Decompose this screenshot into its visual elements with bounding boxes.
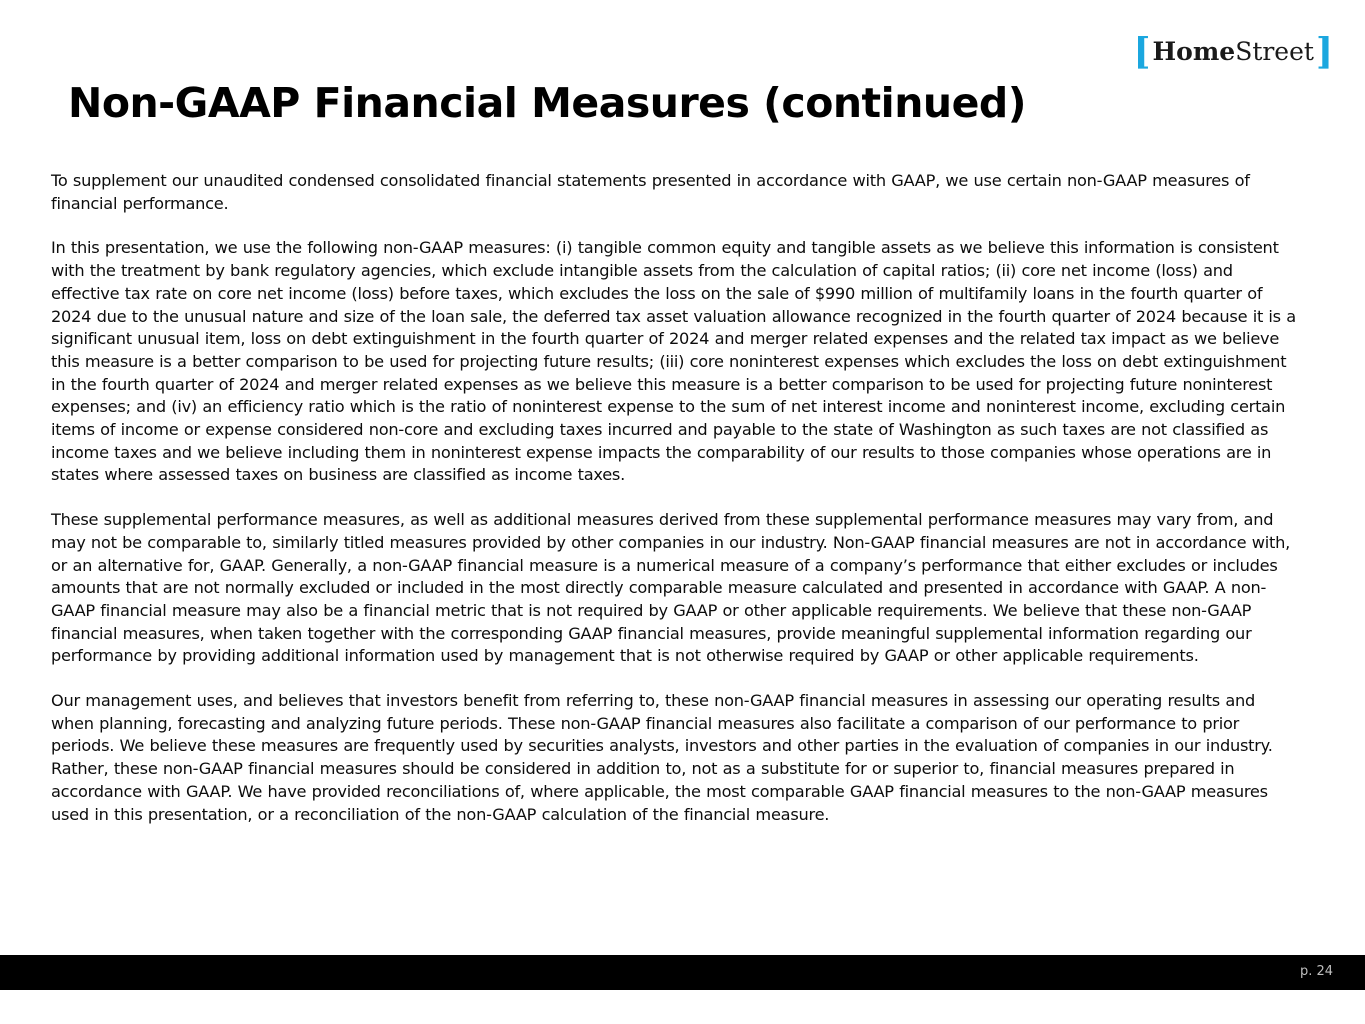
slide-title: Non-GAAP Financial Measures (continued) [68,79,1026,127]
body-text [51,170,1299,848]
logo-wordmark-home: Home [1152,37,1236,66]
paragraph-management-use: Our management uses, and believes that investors benefit from referring to, these non-GAAP financial measures in assessing our operating results and when planning, forecasting and analyzing future periods. These non-GAAP financial measures also facilitate a comparison of our performance to prior periods. We believe these measures are frequently used by securities analysts, investors and other parties in the evaluation of companies in our industry. Rather, these non-GAAP financial measures should be considered in addition to, not as a substitute for or superior to, financial measures prepared in accordance with GAAP. We have provided reconciliations of, where applicable, the most comparable GAAP financial measures to the non-GAAP measures used in this presentation, or a reconciliation of the non-GAAP calculation of the financial measure. [51,691,1273,824]
paragraph-measures-used: In this presentation, we use the following non-GAAP measures: (i) tangible common equity and tangible assets as we believe this information is consistent with the treatment by bank regulatory agencies, which exclude intangible assets from the calculation of capital ratios; (ii) core net income (loss) and effective tax rate on core net income (loss) before taxes, which excludes the loss on the sale of $990 million of multifamily loans in the fourth quarter of 2024 due to the unusual nature and size of the loan sale, the deferred tax asset valuation allowance recognized in the fourth quarter of 2024 because it is a significant unusual item, loss on debt extinguishment in the fourth quarter of 2024 and merger related expenses and the related tax impact as we believe this measure is a better comparison to be used for projecting future results; (iii) core noninterest expenses which excludes the loss on debt extinguishment in the fourth quarter of 2024 and merger related expenses as we believe this measure is a better comparison to be used for projecting future noninterest expenses; and (iv) an efficiency ratio which is the ratio of noninterest expense to the sum of net interest income and noninterest income, excluding certain items of income or expense considered non-core and excluding taxes incurred and payable to the state of Washington as such taxes are not classified as income taxes and we believe including them in noninterest expense impacts the comparability of our results to those companies whose operations are in states where assessed taxes on business are classified as income taxes. [51,238,1296,485]
logo-wordmark-street: Street [1235,37,1314,66]
paragraph-intro: To supplement our unaudited condensed consolidated financial statements presented in accordance with GAAP, we use certain non-GAAP measures of financial performance. [51,171,1250,213]
logo-bracket-open: [ [1133,31,1151,73]
paragraph-comparability: These supplemental performance measures, as well as additional measures derived from these supplemental performance measures may vary from, and may not be comparable to, similarly titled measures provided by other companies in our industry. Non-GAAP financial measures are not in accordance with, or an alternative for, GAAP. Generally, a non-GAAP financial measure is a numerical measure of a company’s performance that either excludes or includes amounts that are not normally excluded or included in the most directly comparable measure calculated and presented in accordance with GAAP. A non-GAAP financial measure may also be a financial metric that is not required by GAAP or other applicable requirements. We believe that these non-GAAP financial measures, when taken together with the corresponding GAAP financial measures, provide meaningful supplemental information regarding our performance by providing additional information used by management that is not otherwise required by GAAP or other applicable requirements. [51,510,1290,666]
logo-bracket-close: ] [1315,31,1333,73]
page-number: p. 24 [1299,964,1333,979]
homestreet-logo [1133,32,1333,72]
logo-wordmark [1151,32,1316,72]
footer-bar [0,955,1365,990]
